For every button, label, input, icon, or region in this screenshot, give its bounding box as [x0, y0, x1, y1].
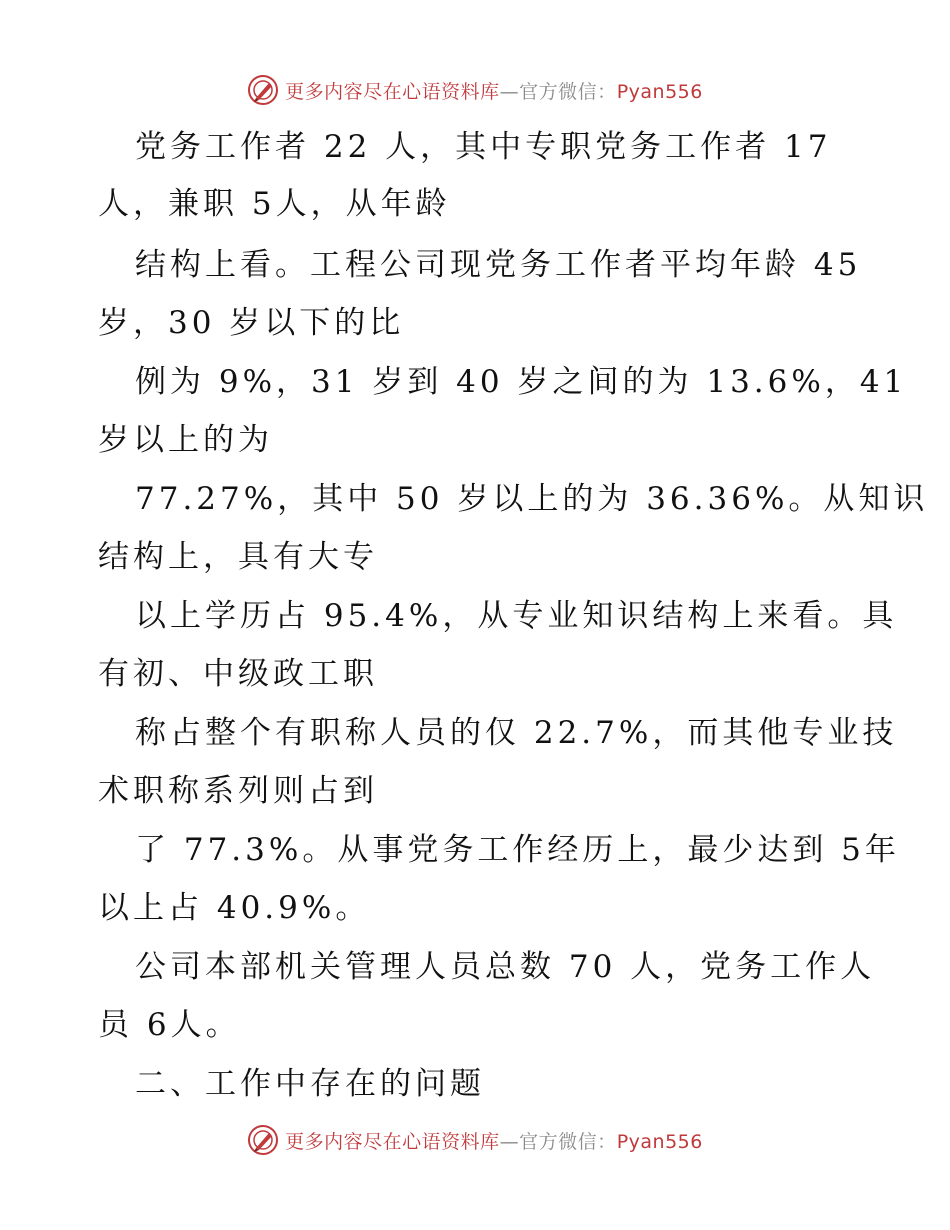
text-line: 岁，30 岁以下的比 [98, 305, 405, 341]
header-banner [0, 70, 950, 110]
banner-dash: — [499, 1130, 520, 1153]
banner-text [285, 77, 703, 104]
text-line: 以上学历占 95.4%，从专业知识结构上来看。具 [135, 598, 898, 634]
banner-wechat-id: Pyan556 [616, 80, 703, 103]
text-line: 公司本部机关管理人员总数 70 人，党务工作人 [135, 949, 876, 985]
text-line: 岁以上的为 [98, 422, 273, 458]
text-line: 术职称系列则占到 [98, 773, 378, 809]
text-line: 有初、中级政工职 [98, 656, 378, 692]
text-line: 称占整个有职称人员的仅 22.7%，而其他专业技 [135, 715, 898, 751]
text-line: 77.27%，其中 50 岁以上的为 36.36%。从知识 [135, 481, 929, 517]
banner-text [285, 1127, 703, 1154]
text-line: 例为 9%，31 岁到 40 岁之间的为 13.6%，41 [135, 364, 908, 400]
banner-dash: — [499, 80, 520, 103]
banner-main-text: 更多内容尽在心语资料库 [285, 1130, 500, 1153]
banner-wechat-label: 官方微信： [519, 80, 617, 103]
footer-banner [0, 1120, 950, 1160]
banner-main-text: 更多内容尽在心语资料库 [285, 80, 500, 103]
text-line: 党务工作者 22 人，其中专职党务工作者 17 [135, 129, 832, 165]
text-line: 以上占 40.9%。 [98, 890, 371, 926]
text-line: 了 77.3%。从事党务工作经历上，最少达到 5年 [135, 832, 900, 868]
pen-logo-icon [247, 74, 279, 106]
section-heading: 二、工作中存在的问题 [135, 1066, 485, 1102]
text-line: 结构上，具有大专 [98, 539, 378, 575]
banner-wechat-label: 官方微信： [519, 1130, 617, 1153]
text-line: 员 6人。 [98, 1007, 241, 1043]
text-line: 结构上看。工程公司现党务工作者平均年龄 45 [135, 247, 862, 283]
pen-logo-icon [247, 1124, 279, 1156]
banner-wechat-id: Pyan556 [616, 1130, 703, 1153]
text-line: 人，兼职 5人，从年龄 [98, 186, 451, 222]
